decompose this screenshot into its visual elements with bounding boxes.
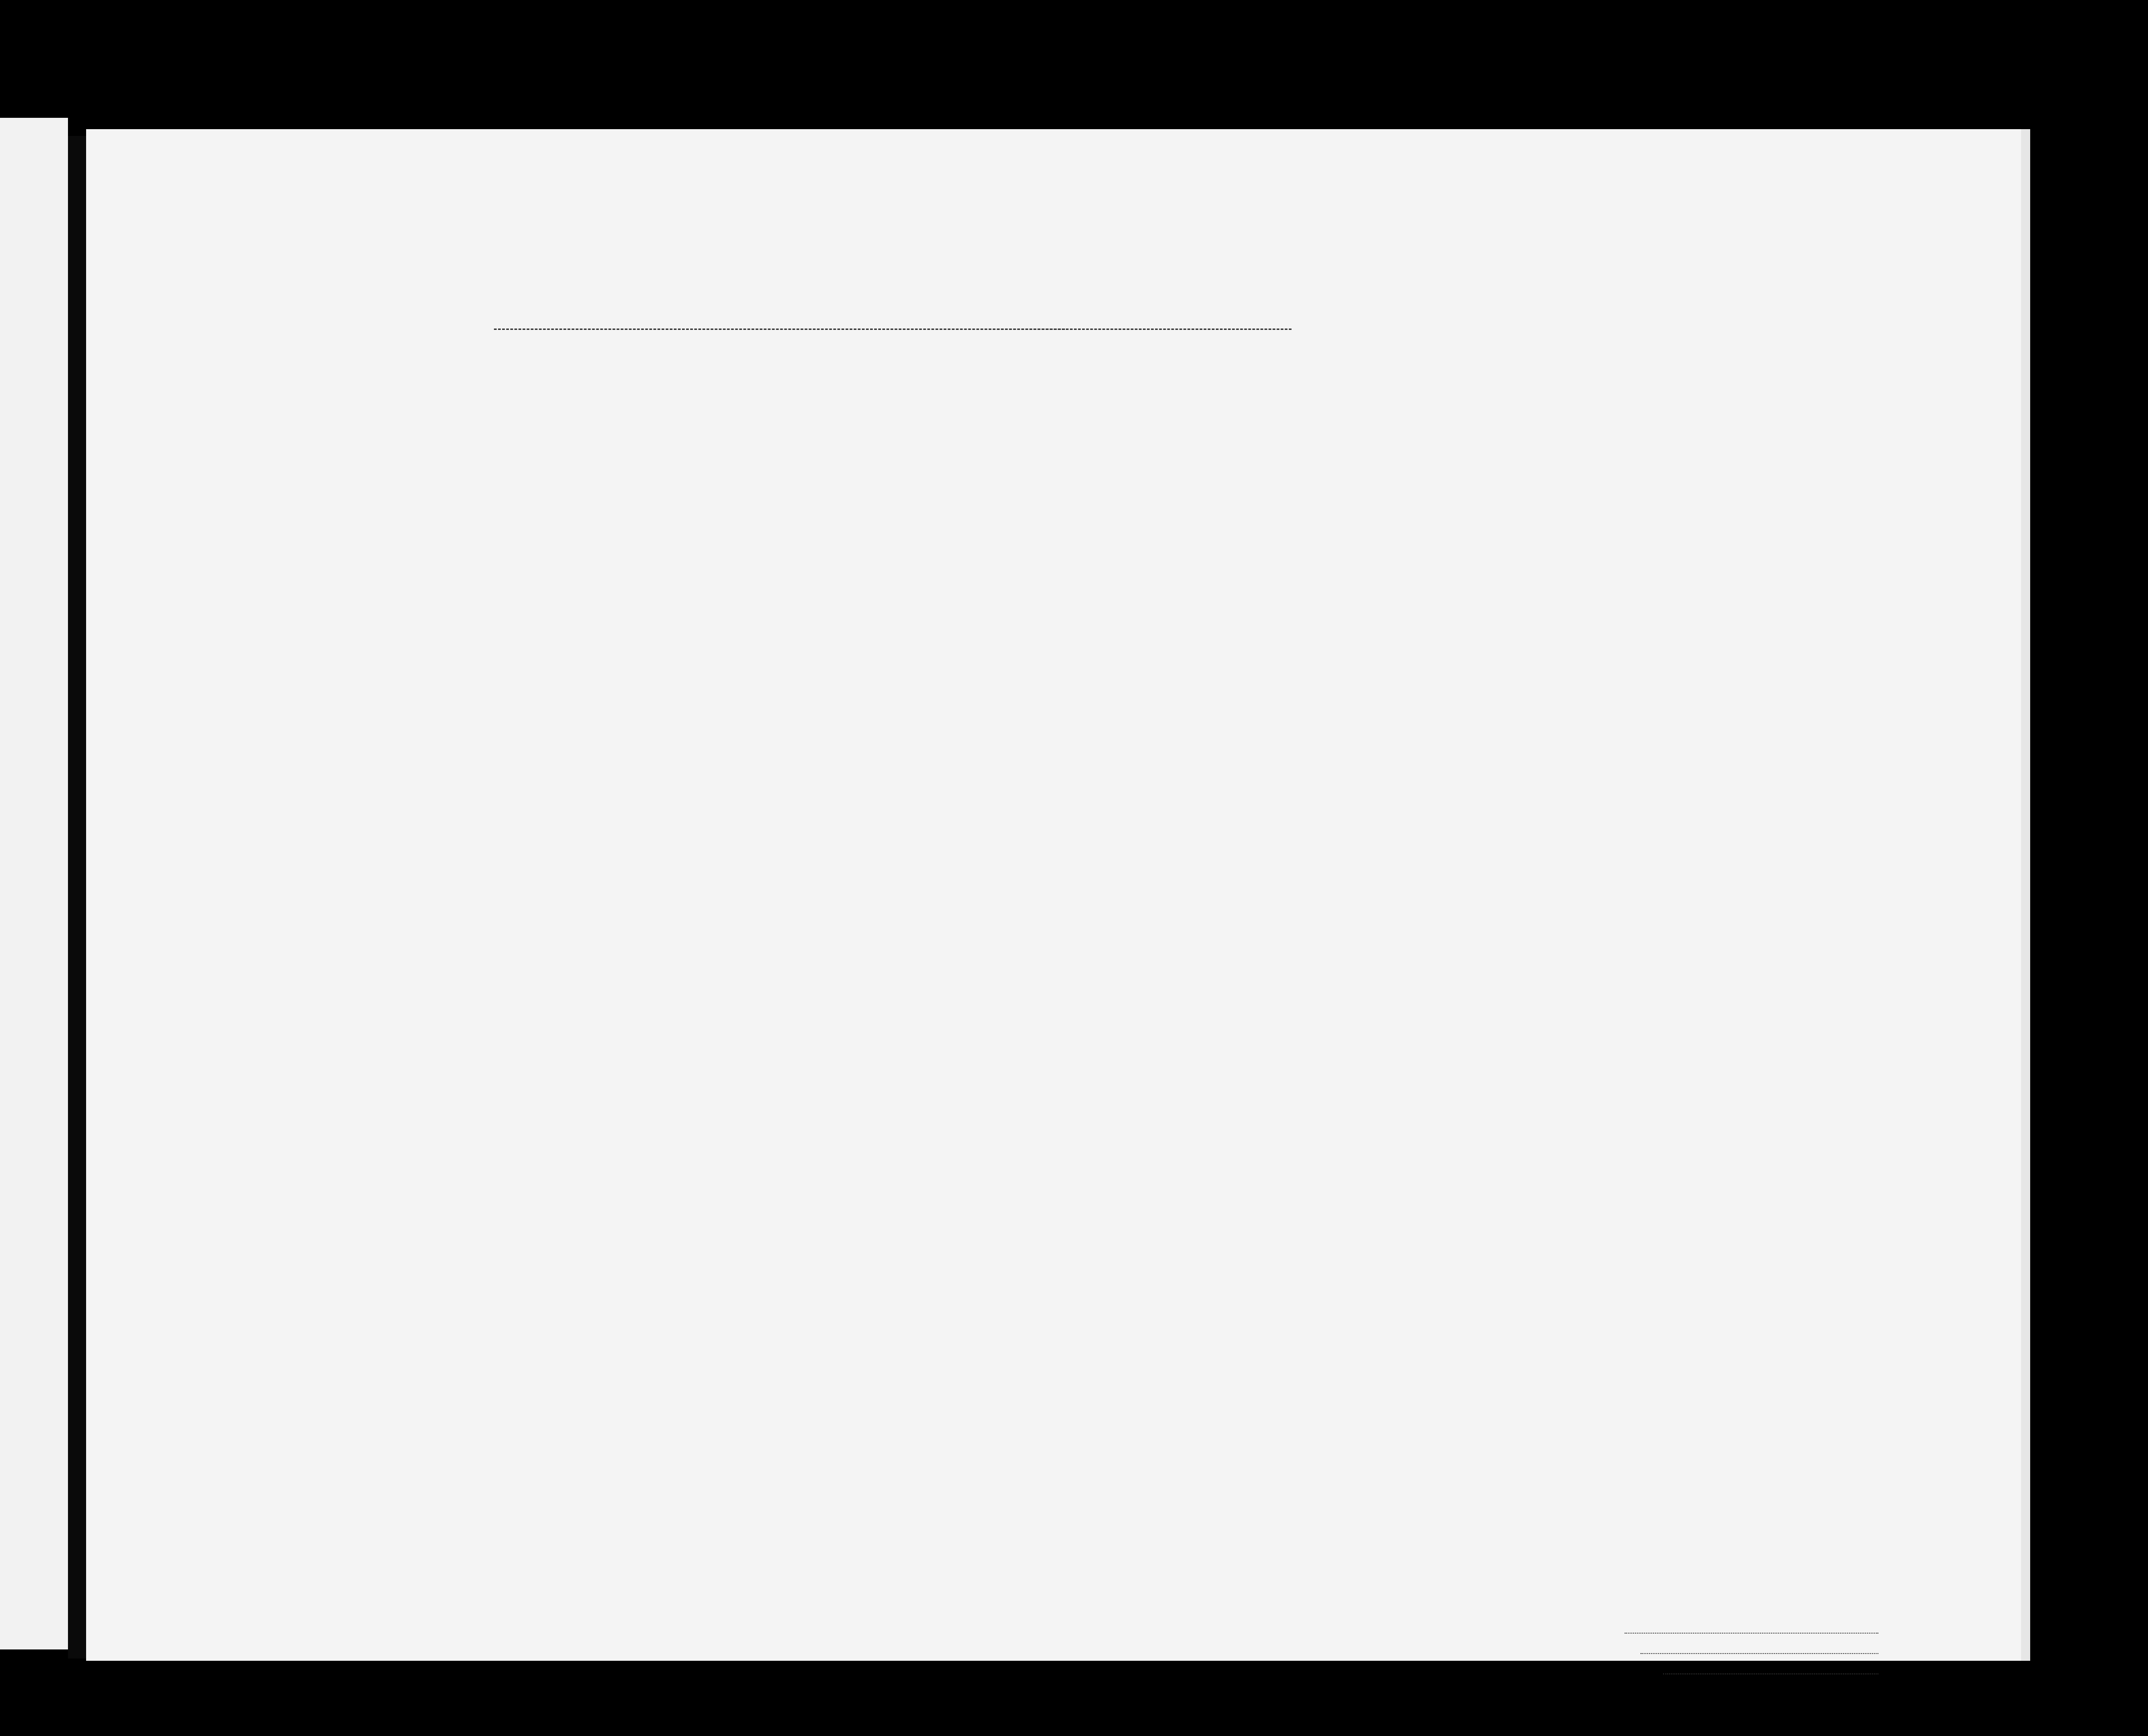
manifest-grid [86, 129, 2021, 1661]
binding-gutter [68, 136, 86, 1659]
left-stub-sheet [0, 118, 68, 1649]
manifest-sheet [86, 129, 2021, 1661]
deported-header [1527, 392, 1550, 528]
line-field [1625, 1633, 1878, 1634]
ticket-header [718, 383, 745, 519]
labor-header [1473, 392, 1505, 528]
polygamist-header [1384, 392, 1407, 528]
anarchist-header [1409, 392, 1432, 528]
owners-field [1640, 1653, 1878, 1654]
excluded-header [1505, 392, 1527, 528]
money-header [829, 381, 852, 517]
prison-header [1357, 392, 1384, 528]
overthrow-header [1434, 392, 1471, 528]
return-header [1272, 406, 1295, 528]
length-header [1301, 406, 1323, 528]
citizen-header [1328, 406, 1350, 528]
agents-field [1663, 1673, 1878, 1674]
